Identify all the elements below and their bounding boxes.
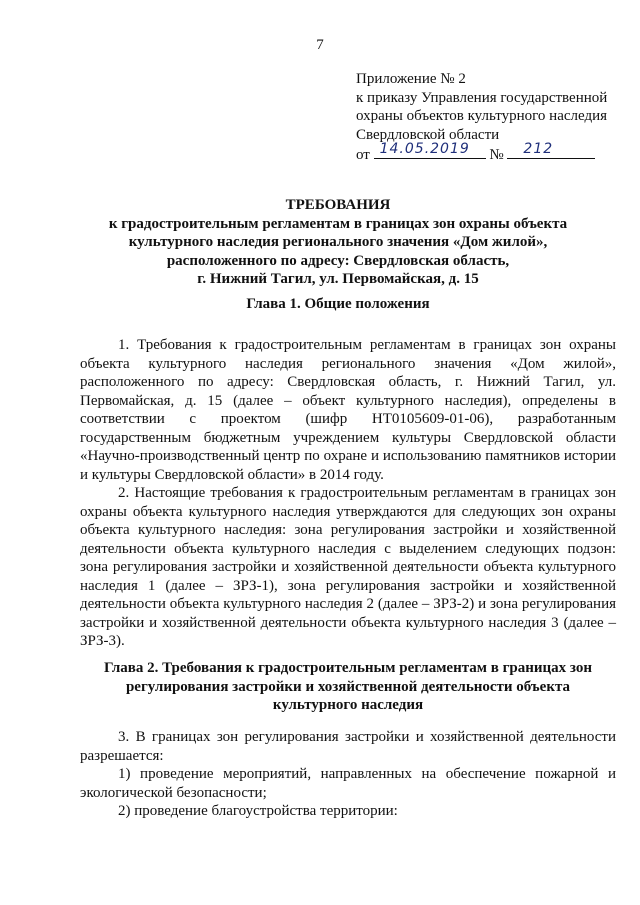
chapter-2-heading-line-2: регулирования застройки и хозяйственной деятельности объекта [125, 678, 571, 695]
chapter-2-heading-line-1: Глава 2. Требования к градостроительным регламентам в границах зон [103, 660, 593, 676]
document-title [60, 196, 616, 289]
chapter-2-heading [80, 659, 616, 715]
from-label: от [356, 147, 370, 163]
title-line-2: к градостроительным регламентам в границах зон охраны объекта [108, 215, 568, 232]
appendix-line-1: Приложение № 2 [356, 71, 466, 87]
title-line-3: культурного наследия регионального значения «Дом жилой», [128, 234, 548, 250]
number-label: № [489, 147, 504, 163]
title-line-4: расположенного по адресу: Свердловская область, [166, 252, 510, 269]
date-field [374, 140, 486, 159]
number-field [507, 140, 595, 159]
appendix-date-number-line [356, 140, 626, 165]
chapter-1-heading: Глава 1. Общие положения [246, 296, 430, 312]
appendix-header [356, 70, 626, 165]
list-item-1: 1) проведение мероприятий, направленных на обеспечение пожарной и экологической безопасности; [80, 766, 616, 801]
title-line-1: ТРЕБОВАНИЯ [285, 197, 391, 213]
list-item-2: 2) проведение благоустройства территории: [118, 803, 398, 819]
title-line-5: г. Нижний Тагил, ул. Первомайская, д. 15 [197, 271, 479, 287]
appendix-line-3: охраны объектов культурного наследия [356, 108, 608, 124]
page-number: 7 [316, 37, 324, 53]
paragraph-3: 3. В границах зон регулирования застройки и хозяйственной деятельности разрешается: [80, 729, 616, 764]
paragraph-1: 1. Требования к градостроительным регламентам в границах зон охраны объекта культурного наследия регионального значения «Дом жилой», расположенного по адресу: Свердловская область, г. Нижний Тагил, ул. Первомайская, д. 15 (далее – объект культурного наследия), определены в соответствии с проектом (шифр НТ0105609-01-06), разработанным государственным бюджетным учреждением культуры Свердловской области «Научно-производственный центр по охране и использованию памятников истории и культуры Свердловской области» в 2014 году. [80, 337, 616, 483]
chapter-2-heading-line-3: культурного наследия [272, 697, 424, 713]
paragraph-2: 2. Настоящие требования к градостроительным регламентам в границах зон охраны объекта культурного наследия утверждаются для следующих зон охраны объекта культурного наследия: зона регулирования застройки и хозяйственной деятельности объекта культурного наследия с выделением следующих подзон: зона регулирования застройки и хозяйственной деятельности объекта культурного наследия 1 (далее – ЗРЗ-1), зона регулирования застройки и хозяйственной деятельности объекта культурного наследия 2 (далее – ЗРЗ-2) и зона регулирования застройки и хозяйственной деятельности объекта культурного наследия 3 (далее – ЗРЗ-3). [80, 485, 616, 649]
handwritten-date: 14.05.2019 [379, 140, 470, 157]
chapter-2-body [80, 728, 616, 821]
appendix-line-2: к приказу Управления государственной [356, 89, 608, 106]
chapter-1-body [80, 336, 616, 651]
handwritten-number: 212 [523, 140, 554, 157]
appendix-line-4: Свердловской области [356, 126, 500, 143]
